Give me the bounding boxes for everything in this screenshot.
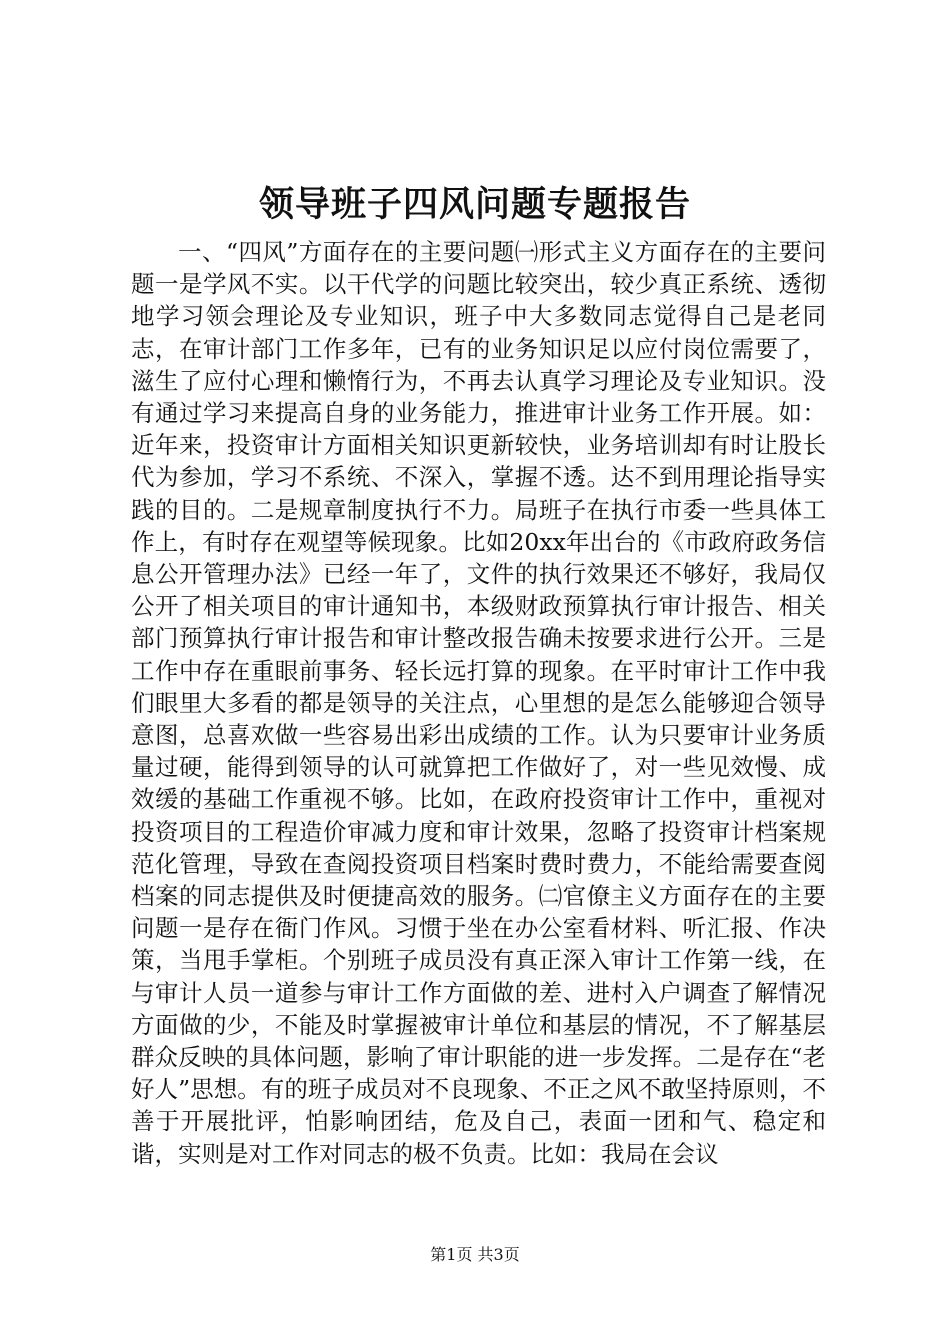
page-number: 第1页 共3页 xyxy=(430,1245,520,1264)
body-paragraph: 一、“四风”方面存在的主要问题㈠形式主义方面存在的主要问题一是学风不实。以干代学的问题比较突出，较少真正系统、透彻地学习领会理论及专业知识，班子中大多数同志觉得自己是老同志，在审计部门工作多年，已有的业务知识足以应付岗位需要了，滋生了应付心理和懒惰行为，不再去认真学习理论及专业知识。没有通过学习来提高自身的业务能力，推进审计业务工作开展。如：近年来，投资审计方面相关知识更新较快，业务培训却有时让股长代为参加，学习不系统、不深入，掌握不透。达不到用理论指导实践的目的。二是规章制度执行不力。局班子在执行市委一些具体工作上，有时存在观望等候现象。比如20xx年出台的《市政府政务信息公开管理办法》已经一年了，文件的执行效果还不够好，我局仅公开了相关项目的审计通知书，本级财政预算执行审计报告、相关部门预算执行审计报告和审计整改报告确未按要求进行公开。三是工作中存在重眼前事务、轻长远打算的现象。在平时审计工作中我们眼里大多看的都是领导的关注点，心里想的是怎么能够迎合领导意图，总喜欢做一些容易出彩出成绩的工作。认为只要审计业务质量过硬，能得到领导的认可就算把工作做好了，对一些见效慢、成效缓的基础工作重视不够。比如，在政府投资审计工作中，重视对投资项目的工程造价审减力度和审计效果，忽略了投资审计档案规范化管理，导致在查阅投资项目档案时费时费力，不能给需要查阅档案的同志提供及时便捷高效的服务。㈡官僚主义方面存在的主要问题一是存在衙门作风。习惯于坐在办公室看材料、听汇报、作决策，当甩手掌柜。个别班子成员没有真正深入审计工作第一线，在与审计人员一道参与审计工作方面做的差、进村入户调查了解情况方面做的少，不能及时掌握被审计单位和基层的情况，不了解基层群众反映的具体问题，影响了审计职能的进一步发挥。二是存在“老好人”思想。有的班子成员对不良现象、不正之风不敢坚持原则，不善于开展批评，怕影响团结，危及自己，表面一团和气、稳定和谐，实则是对工作对同志的极不负责。比如：我局在会议 xyxy=(131,238,826,1168)
document-title: 领导班子四风问题专题报告 xyxy=(258,184,691,225)
